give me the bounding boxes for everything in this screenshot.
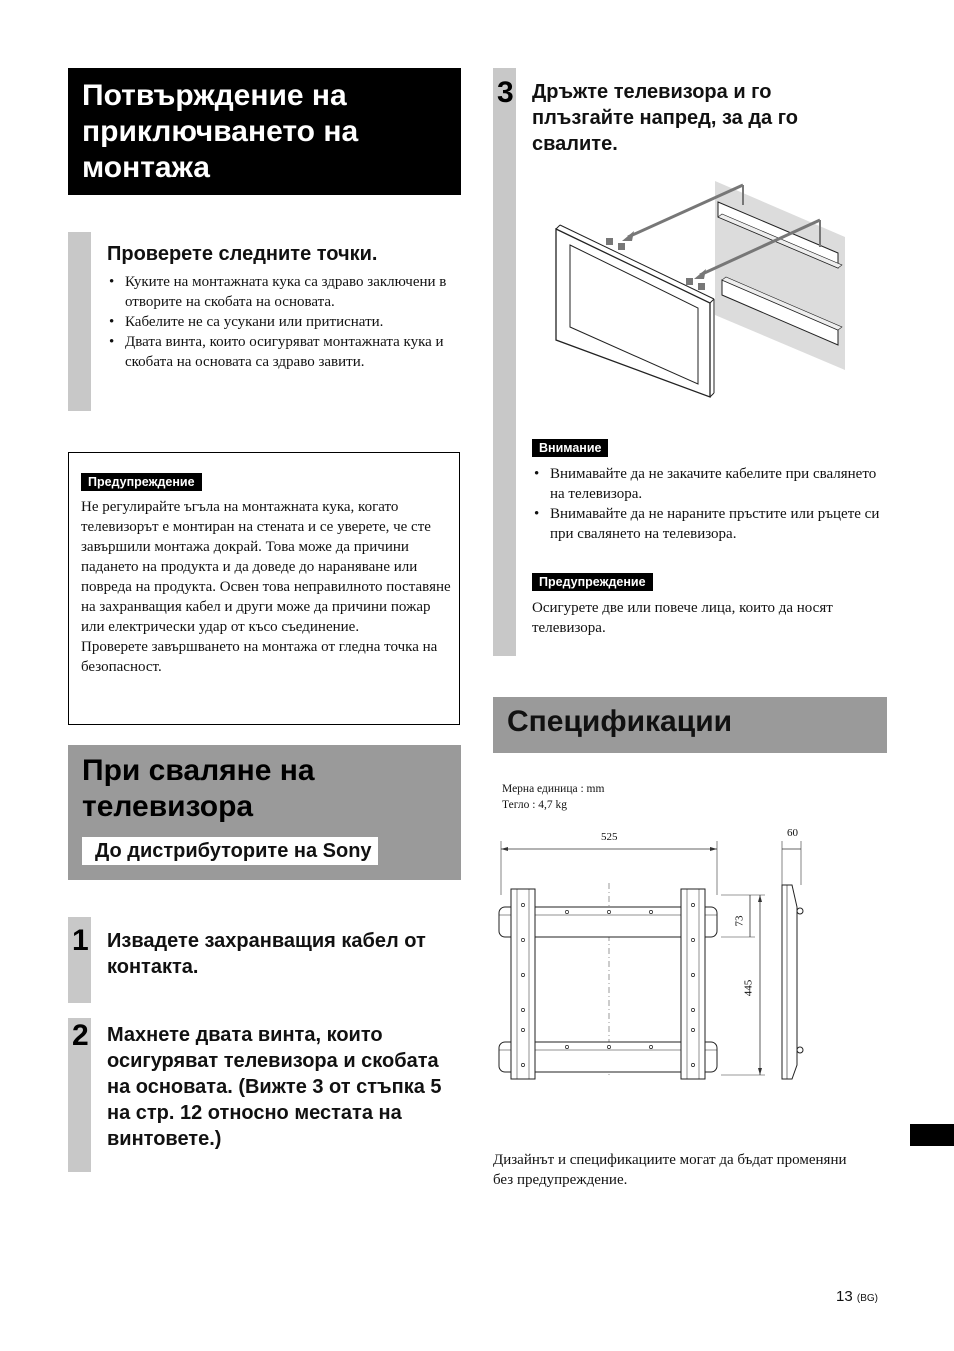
page-lang: (BG) xyxy=(856,1293,878,1304)
spec-title: Спецификации xyxy=(507,705,733,738)
side-bar xyxy=(68,232,91,411)
spec-note: Дизайнът и спецификациите могат да бъдат променяни без предупреждение. xyxy=(493,1152,847,1188)
page-num: 13 xyxy=(836,1288,853,1305)
dim-offset: 73 xyxy=(733,915,746,927)
dim-height: 445 xyxy=(742,979,755,997)
edge-tab xyxy=(910,1124,954,1146)
list-item: • Кабелите не са усукани или притиснати. xyxy=(107,312,459,332)
page-number xyxy=(836,1288,878,1305)
warning-text xyxy=(81,497,453,677)
warning-box xyxy=(68,452,460,725)
warning-tag: Предупреждение xyxy=(532,573,653,591)
step-bar xyxy=(493,68,516,656)
check-list xyxy=(107,272,459,372)
spec-box xyxy=(493,697,887,753)
check-heading: Проверете следните точки. xyxy=(107,243,378,265)
caution-tag: Внимание xyxy=(532,439,608,457)
removal-title: При сваляне на телевизора xyxy=(82,754,315,823)
caution-list xyxy=(532,464,882,544)
list-item: • Внимавайте да не закачите кабелите при свалянето на телевизора. xyxy=(532,464,882,504)
step-number: 2 xyxy=(72,1019,89,1052)
section-title: Потвърждение на приключването на монтажа xyxy=(82,79,359,184)
spec-weight: Тегло : 4,7 kg xyxy=(502,799,568,811)
warning-paragraph-2: Проверете завършването на монтажа от гледна точка на безопасност. xyxy=(81,639,438,675)
distributor-tag: До дистрибуторите на Sony xyxy=(82,837,378,865)
removal-box xyxy=(68,745,461,880)
list-item: • Внимавайте да не нараните пръстите или ръцете си при свалянето на телевизора. xyxy=(532,504,882,544)
warning-text: Осигурете две или повече лица, които да носят телевизора. xyxy=(532,600,833,636)
dim-width: 525 xyxy=(601,831,618,843)
step-text: Махнете двата винта, които осигуряват телевизора и скобата на основата. (Вижте 3 от стъпка 5 на стр. 12 относно местата на винтовете.) xyxy=(107,1024,442,1150)
tv-removal-illustration xyxy=(540,175,860,400)
step-text: Извадете захранващия кабел от контакта. xyxy=(107,930,426,978)
dim-depth: 60 xyxy=(787,827,798,839)
dimension-drawing xyxy=(495,825,815,1085)
step-number: 1 xyxy=(72,924,89,957)
list-item: • Куките на монтажната кука са здраво заключени в отворите на скобата на основата. xyxy=(107,272,459,312)
step-text: Дръжте телевизора и го плъзгайте напред, за да го свалите. xyxy=(532,81,798,155)
step-number: 3 xyxy=(497,76,514,109)
warning-tag: Предупреждение xyxy=(81,473,202,491)
warning-paragraph: Не регулирайте ъгъла на монтажната кука, когато телевизорът е монтиран на стената и се уверете, че сте завършили монтажа докрай. Това може да причини падането на продукта и да доведе до нараняване или повреда на продукта. Освен това неправилното поставяне на захранващия кабел и други може да причини пожар или електрически удар от късо съединение. xyxy=(81,499,451,635)
list-item: • Двата винта, които осигуряват монтажната кука и скобата на основата са здраво завити. xyxy=(107,332,459,372)
section-title-box xyxy=(68,68,461,195)
spec-unit: Мерна единица : mm xyxy=(502,783,605,795)
